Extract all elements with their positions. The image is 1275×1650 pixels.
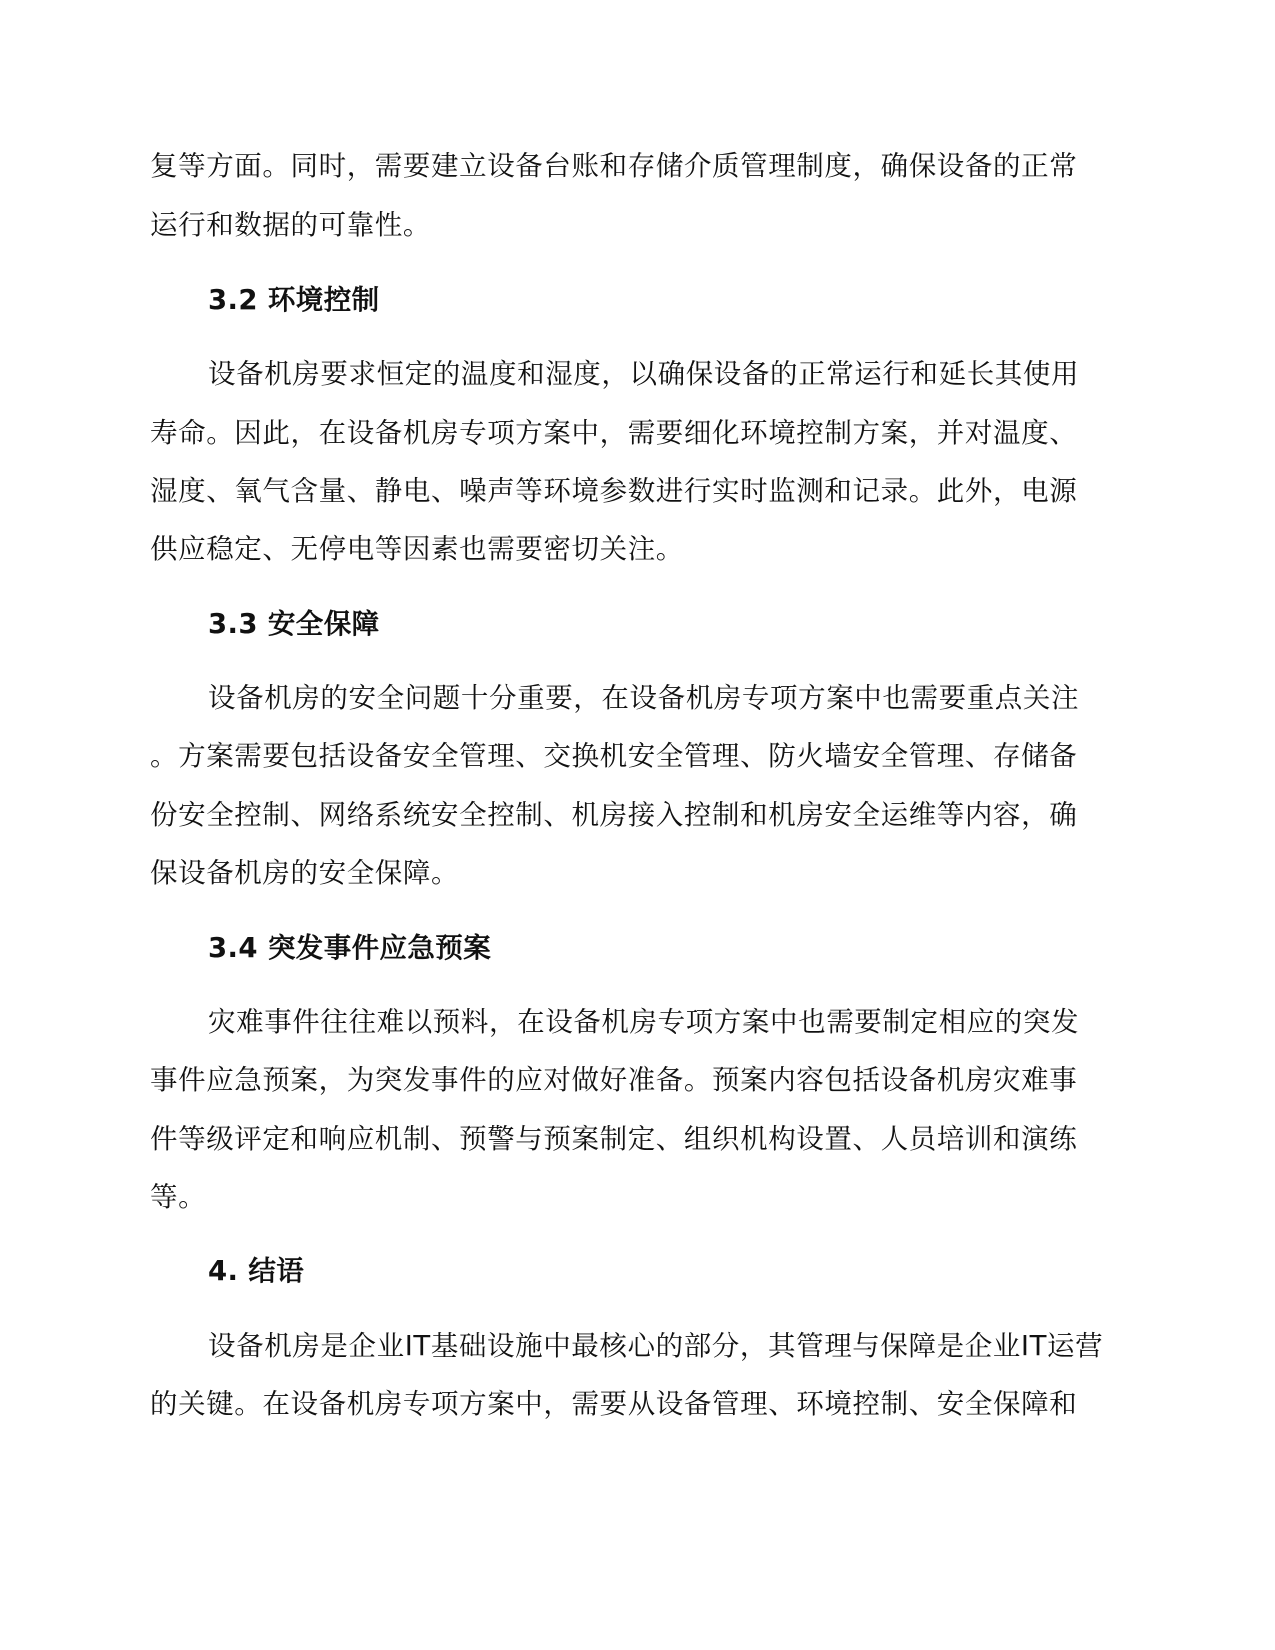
paragraph-line: 复等方面。同时，需要建立设备台账和存储介质管理制度，确保设备的正常	[150, 150, 1078, 182]
section-heading-3-4: 3.4 突发事件应急预案	[208, 932, 492, 964]
paragraph-line: 运行和数据的可靠性。	[150, 209, 431, 241]
paragraph-line: 保设备机房的安全保障。	[150, 857, 460, 889]
paragraph-line: 事件应急预案，为突发事件的应对做好准备。预案内容包括设备机房灾难事	[150, 1064, 1078, 1096]
paragraph-line: 的关键。在设备机房专项方案中，需要从设备管理、环境控制、安全保障和	[150, 1388, 1078, 1420]
paragraph-line: 设备机房是企业IT基础设施中最核心的部分，其管理与保障是企业IT运营	[208, 1330, 1104, 1362]
paragraph-line: 份安全控制、网络系统安全控制、机房接入控制和机房安全运维等内容，确	[150, 799, 1078, 831]
paragraph-line: 设备机房要求恒定的温度和湿度，以确保设备的正常运行和延长其使用	[208, 358, 1080, 390]
paragraph-line: 等。	[150, 1181, 207, 1213]
section-heading-3-3: 3.3 安全保障	[208, 608, 380, 640]
paragraph-line: 湿度、氧气含量、静电、噪声等环境参数进行实时监测和记录。此外，电源	[150, 475, 1078, 507]
paragraph-line: 灾难事件往往难以预料，在设备机房专项方案中也需要制定相应的突发	[208, 1006, 1080, 1038]
paragraph-line: 。方案需要包括设备安全管理、交换机安全管理、防火墙安全管理、存储备	[150, 740, 1078, 772]
paragraph-line: 供应稳定、无停电等因素也需要密切关注。	[150, 533, 684, 565]
section-heading-3-2: 3.2 环境控制	[208, 284, 380, 316]
paragraph-line: 设备机房的安全问题十分重要，在设备机房专项方案中也需要重点关注	[208, 682, 1080, 714]
paragraph-line: 件等级评定和响应机制、预警与预案制定、组织机构设置、人员培训和演练	[150, 1123, 1078, 1155]
section-heading-4: 4. 结语	[208, 1255, 305, 1287]
paragraph-line: 寿命。因此，在设备机房专项方案中，需要细化环境控制方案，并对温度、	[150, 417, 1078, 449]
